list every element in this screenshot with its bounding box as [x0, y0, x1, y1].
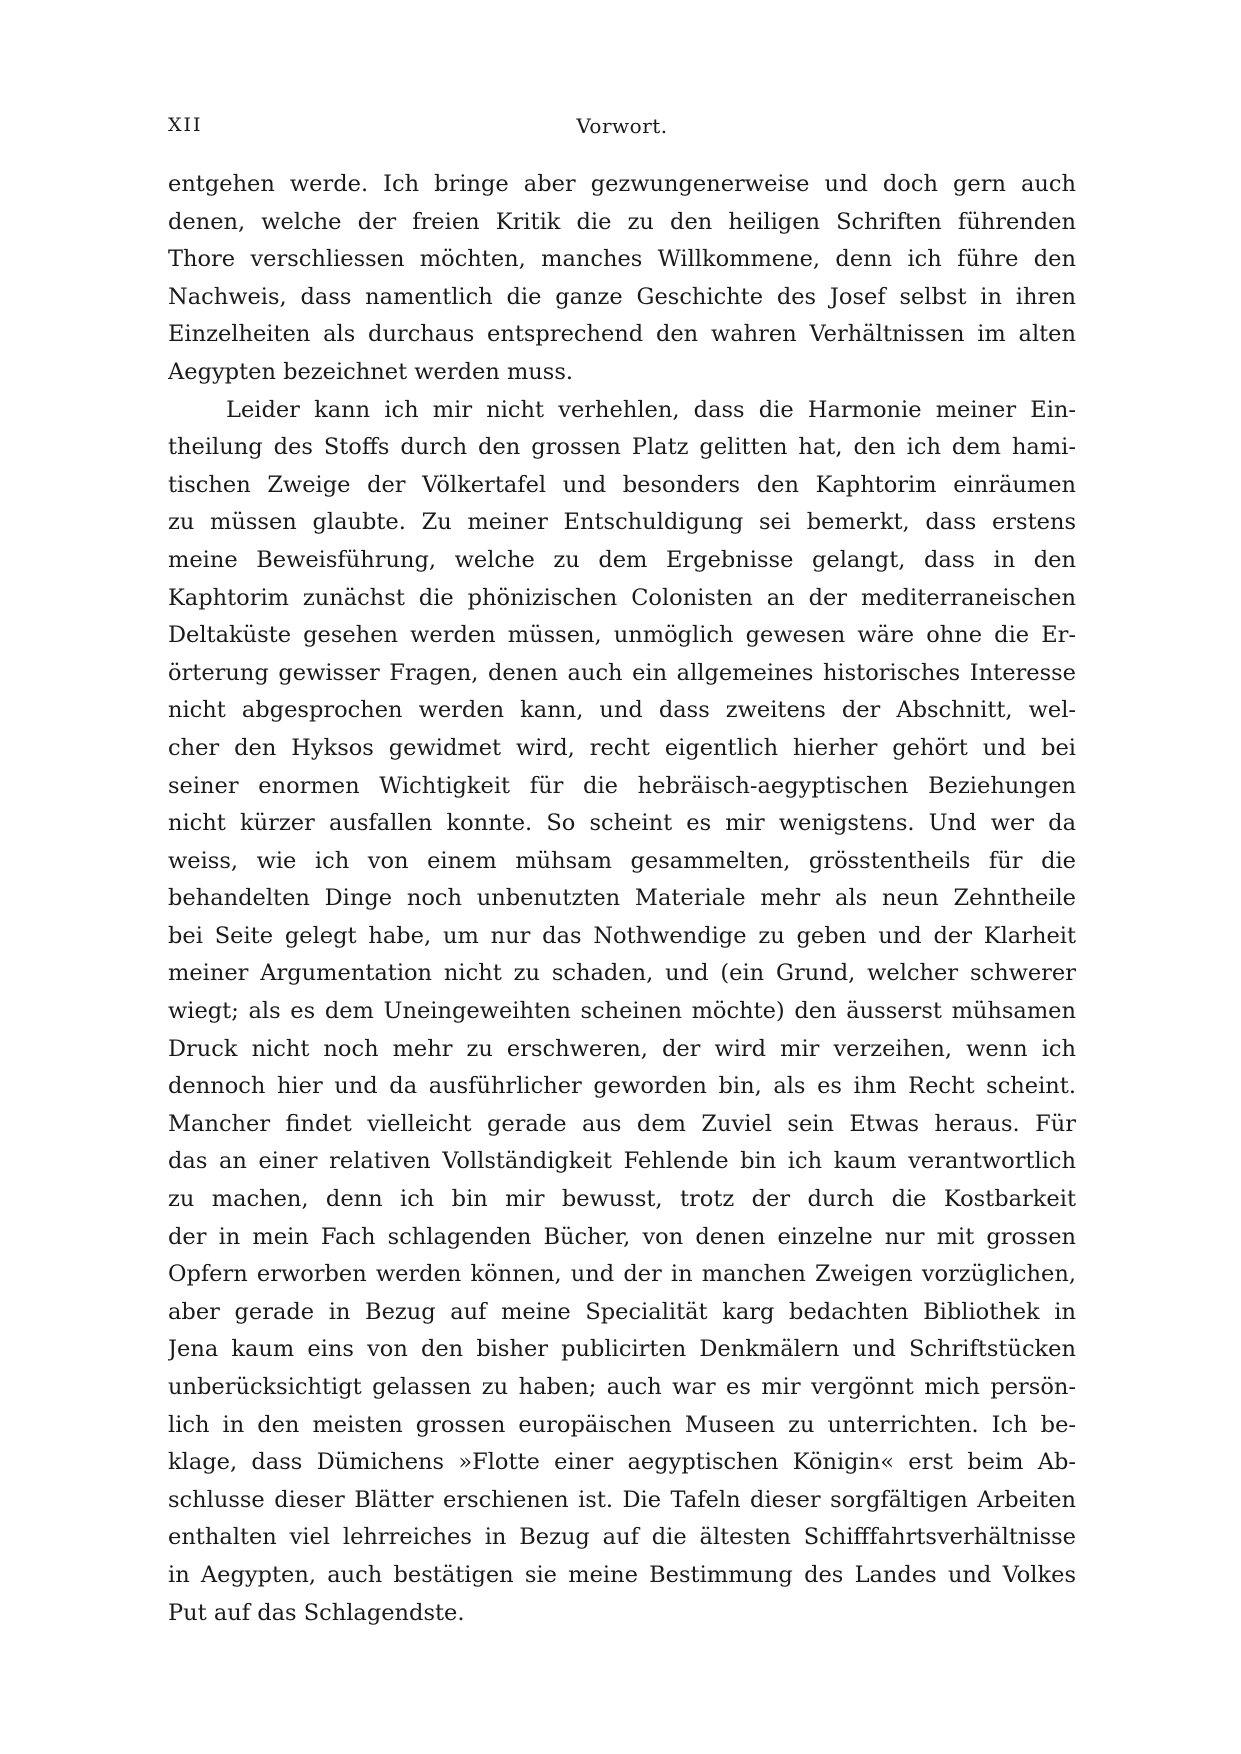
text-line: dennoch hier und da ausführlicher geworden bin, als es ihm Recht scheint.: [168, 1073, 1076, 1100]
body-text: [168, 166, 1076, 1632]
text-line: denen, welche der freien Kritik die zu den heiligen Schriften führenden: [168, 208, 1076, 235]
text-line: lich in den meisten grossen europäischen Museen zu unterrichten. Ich be-: [168, 1411, 1076, 1438]
text-line: entgehen werde. Ich bringe aber gezwungenerweise und doch gern auch: [168, 171, 1076, 197]
text-line: zu müssen glaubte. Zu meiner Entschuldigung sei bemerkt, dass erstens: [168, 509, 1076, 536]
running-title: Vorwort.: [576, 114, 668, 138]
text-line: Mancher findet vielleicht gerade aus dem Zuviel sein Etwas heraus. Für: [168, 1110, 1076, 1137]
text-line: Kaphtorim zunächst die phönizischen Colonisten an der mediterraneischen: [168, 584, 1076, 611]
text-line: meiner Argumentation nicht zu schaden, und (ein Grund, welcher schwerer: [168, 960, 1076, 987]
text-line: Nachweis, dass namentlich die ganze Geschichte des Josef selbst in ihren: [168, 283, 1076, 310]
text-line: der in mein Fach schlagenden Bücher, von denen einzelne nur mit grossen: [168, 1223, 1076, 1250]
text-line: das an einer relativen Vollständigkeit Fehlende bin ich kaum verantwortlich: [168, 1148, 1076, 1175]
text-line: Aegypten bezeichnet werden muss.: [168, 358, 574, 385]
running-head: [168, 114, 1076, 144]
text-line: cher den Hyksos gewidmet wird, recht eigentlich hierher gehört und bei: [168, 734, 1076, 761]
paragraph-1: [168, 166, 1076, 392]
text-line: unberücksichtigt gelassen zu haben; auch war es mir vergönnt mich persön-: [168, 1374, 1076, 1400]
text-line: Jena kaum eins von den bisher publicirten Denkmälern und Schriftstücken: [168, 1336, 1076, 1363]
text-line: nicht abgesprochen werden kann, und dass zweitens der Abschnitt, wel-: [168, 697, 1076, 724]
text-line: meine Beweisführung, welche zu dem Ergebnisse gelangt, dass in den: [168, 546, 1076, 573]
text-line: enthalten viel lehrreiches in Bezug auf die ältesten Schifffahrtsverhältnisse: [168, 1524, 1076, 1551]
paragraph-2: [168, 392, 1076, 1633]
text-line: aber gerade in Bezug auf meine Specialität karg bedachten Bibliothek in: [168, 1298, 1076, 1325]
text-line: klage, dass Dümichens »Flotte einer aegyptischen Königin« erst beim Ab-: [168, 1449, 1076, 1476]
text-line: örterung gewisser Fragen, denen auch ein allgemeines historisches Interesse: [168, 659, 1076, 686]
text-line: behandelten Dinge noch unbenutzten Materiale mehr als neun Zehntheile: [168, 885, 1076, 912]
text-line: schlusse dieser Blätter erschienen ist. Die Tafeln dieser sorgfältigen Arbeiten: [168, 1486, 1076, 1513]
page-number: XII: [168, 114, 203, 136]
text-line: in Aegypten, auch bestätigen sie meine Bestimmung des Landes und Volkes: [168, 1561, 1076, 1588]
text-line: Einzelheiten als durchaus entsprechend den wahren Verhältnissen im alten: [168, 321, 1076, 348]
text-line: bei Seite gelegt habe, um nur das Nothwendige zu geben und der Klarheit: [168, 922, 1076, 949]
text-line: Deltaküste gesehen werden müssen, unmöglich gewesen wäre ohne die Er-: [168, 622, 1076, 649]
text-line: Put auf das Schlagendste.: [168, 1599, 465, 1626]
text-line: Druck nicht noch mehr zu erschweren, der wird mir verzeihen, wenn ich: [168, 1035, 1076, 1062]
text-line: weiss, wie ich von einem mühsam gesammelten, grösstentheils für die: [168, 847, 1076, 874]
text-line: tischen Zweige der Völkertafel und besonders den Kaphtorim einräumen: [168, 471, 1076, 498]
text-line: theilung des Stoffs durch den grossen Platz gelitten hat, den ich dem hami-: [168, 434, 1076, 461]
text-line: nicht kürzer ausfallen konnte. So scheint es mir wenigstens. Und wer da: [168, 810, 1076, 837]
text-line: Leider kann ich mir nicht verhehlen, dass die Harmonie meiner Ein-: [226, 396, 1076, 423]
text-line: Opfern erworben werden können, und der in manchen Zweigen vorzüglichen,: [168, 1261, 1076, 1288]
text-line: Thore verschliessen möchten, manches Willkommene, denn ich führe den: [168, 246, 1076, 273]
text-line: seiner enormen Wichtigkeit für die hebräisch-aegyptischen Beziehungen: [168, 772, 1076, 799]
text-line: wiegt; als es dem Uneingeweihten scheinen möchte) den äusserst mühsamen: [168, 998, 1076, 1025]
text-line: zu machen, denn ich bin mir bewusst, trotz der durch die Kostbarkeit: [168, 1186, 1076, 1213]
